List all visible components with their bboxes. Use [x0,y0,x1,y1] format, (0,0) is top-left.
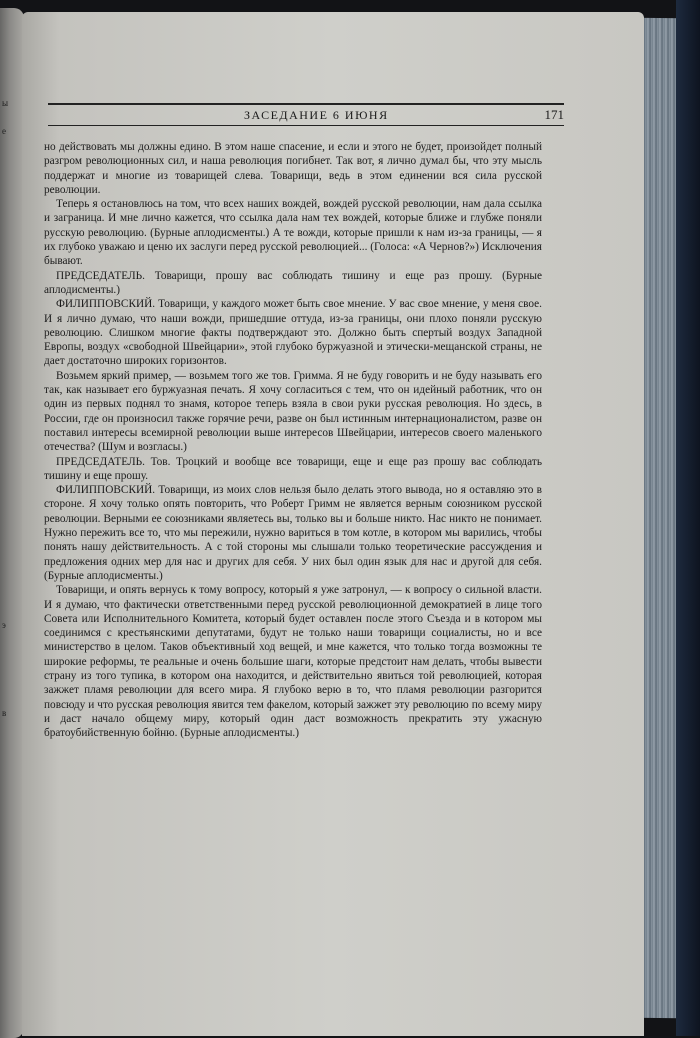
paragraph: Возьмем яркий пример, — возьмем того же тов. Гримма. Я не буду говорить и не буду называть его так, как называет его буржуазная печать. Я хочу согласиться с тем, что он идейный работник, что он один из первых поднял то знамя, которое теперь взяла в свои руки русская революция. Но здесь, в России, где он произносил также горячие речи, разве он был истинным интернационалистом, разве он поставил интересы всемирной революции выше интересов Швейцарии, интересов своего маленького отечества? (Шум и возгласы.) [44,369,542,454]
paragraph: но действовать мы должны едино. В этом наше спасение, и если и этого не будет, произойдет полный разгром революционных сил, и наша революция погибнет. Так вот, я лично думал бы, что эту мысль поддержат и многие из товарищей слева. Товарищи, ведь в этом единении вся сила русской революции. [44,141,542,196]
paragraph: Теперь я остановлюсь на том, что всех наших вождей, вождей русской революции, нам дала ссылка и заграница. И мне лично кажется, что ссылка дала нам тех вождей, которые ближе и глубже поняли русскую революцию. (Бурные аплодисменты.) А те вожди, которые пришли к нам из-за границы, — я их глубоко уважаю и ценю их заслуги перед русской революцией... (Голоса: «А Чернов?») Исключения бывают. [44,198,542,268]
page-body [44,140,542,740]
facing-page-glyph: е [2,126,6,136]
paragraph: ПРЕДСЕДАТЕЛЬ. Тов. Троцкий и вообще все товарищи, еще и еще раз прошу вас соблюдать тишину и еще прошу. [44,455,542,482]
header-rule-bottom [48,125,564,126]
page-number: 171 [544,107,564,122]
paragraph: ПРЕДСЕДАТЕЛЬ. Товарищи, прошу вас соблюдать тишину и еще раз прошу. (Бурные аплодисменты.) [44,269,542,296]
facing-page-glyph: в [2,708,7,718]
facing-page-edge [0,8,24,1038]
book-page [22,12,644,1036]
paragraph: Товарищи, и опять вернусь к тому вопросу, который я уже затронул, — к вопросу о сильной власти. И я думаю, что фактически ответственными перед русской революционной демократией в лице того Совета или Исполнительного Комитета, который будет оставлен после этого Съезда и в котором мы соединимся с крестьянскими депутатами, будут не только наши товарищи социалисты, но и все министерство в целом. Таков объективный ход вещей, и мне кажется, что только тогда возможны те широкие реформы, те реальные и очень большие шаги, которые предстоит нам делать, чтобы вывести страну из того тупика, в котором она находится, и действительно явиться той революцией, которая зажжет пламя революции для всего мира. Я глубоко верю в то, что пламя революции разгорится повсюду и что русская революция явится тем факелом, который зажжет эту революцию по всему миру и даст начало общему миру, который один даст возможность прекратить эту ужасную братоубийственную бойню. (Бурные аплодисменты.) [44,584,542,740]
paragraph: ФИЛИППОВСКИЙ. Товарищи, у каждого может быть свое мнение. У вас свое мнение, у меня свое. И я лично думаю, что наши вожди, пришедшие оттуда, из-за границы, они плохо поняли русскую революцию. Слишком многие факты подтверждают это. Должно быть спертый воздух Западной Европы, воздух «свободной Швейцарии», этой глубоко буржуазной и этически-мещанской страны, не дает достаточно широких горизонтов. [44,298,542,368]
facing-page-glyph: ы [2,98,9,108]
header-rule-top [48,103,564,105]
book-cover-edge [676,0,700,1036]
facing-page-glyph: э [2,620,6,630]
running-header [48,98,564,126]
header-title: ЗАСЕДАНИЕ 6 ИЮНЯ [244,108,389,122]
paragraph: ФИЛИППОВСКИЙ. Товарищи, из моих слов нельзя было делать этого вывода, но я оставляю это в стороне. Я хочу только опять повторить, что Роберт Гримм не является верным союзником русской революции. Верными ее союзниками являетесь вы, только вы и больше никто. Нас никто не понимает. Нужно пережить все то, что мы пережили, нужно вариться в том котле, в котором мы варились, чтобы понять нашу действительность. А с той стороны мы слышали только теоретические рассуждения и предложения одних мер для нас и других для себя. У них был один язык для нас и другой для себя. (Бурные аплодисменты.) [44,484,542,582]
